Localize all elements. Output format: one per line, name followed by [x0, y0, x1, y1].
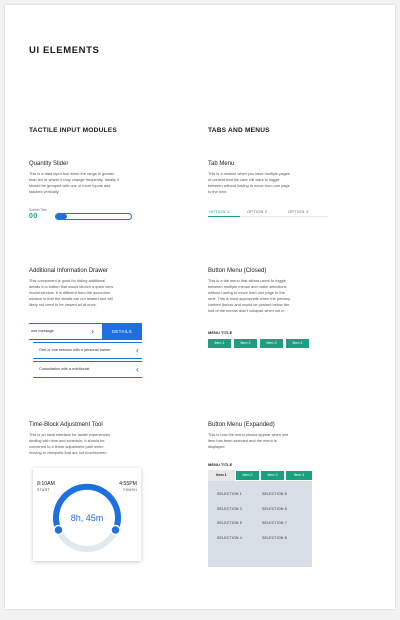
- tab-menu-description: This is a module when you have multiple pages of content that the user will want to toggle between without having to move from one page to the next.: [208, 171, 290, 195]
- menu-item-4[interactable]: Item 4: [286, 471, 312, 480]
- button-menu-expanded-title: Button Menu (Expanded): [208, 422, 275, 428]
- tabs-menus-heading: TABS AND MENUS: [208, 127, 270, 134]
- tab-option-2[interactable]: OPTION 2: [247, 209, 268, 214]
- time-block-title: Time-Block Adjustment Tool: [29, 422, 103, 428]
- menu-item-3[interactable]: Item 3: [260, 339, 283, 348]
- chevron-left-icon[interactable]: ‹: [136, 345, 139, 355]
- menu-item-1[interactable]: Item 1: [208, 470, 235, 481]
- chevron-right-icon[interactable]: ›: [91, 326, 94, 336]
- drawer-row-expanded[interactable]: [29, 323, 142, 340]
- finish-time: 4:55PM: [119, 481, 137, 487]
- start-time: 8:10AM: [37, 481, 55, 487]
- button-menu-expanded-description: This is how the menu should appear when one item has been selected and the menu is displayed.: [208, 432, 289, 450]
- selection-item[interactable]: SELECTION 4: [217, 536, 242, 540]
- selection-item[interactable]: SELECTION 6: [262, 507, 287, 511]
- menu-selection-panel: [208, 481, 312, 567]
- slider-label: Subset Title: [29, 208, 47, 212]
- page-title: UI ELEMENTS: [29, 45, 100, 56]
- quantity-slider-description: This is a data input tool when the range is greater than ten or where it may change frequently. Ideally it should be grouped with one or more inputs and stacked vertically.: [29, 171, 119, 195]
- details-button[interactable]: DETAILS: [102, 324, 142, 339]
- menu-title: MENU TITLE: [208, 462, 233, 467]
- button-menu-closed-description: This is a tab menu that allows users to toggle between multiple menus and make selections without having to move from one page to the next. This is most appropriate when the primary content (below and would be pushed below the fold of the menus didn't collapse when not in: [208, 278, 290, 314]
- menu-title: MENU TITLE: [208, 330, 233, 335]
- selection-item[interactable]: SELECTION 8: [262, 536, 287, 540]
- dial-progress: [56, 487, 118, 530]
- tab-option-1[interactable]: OPTION 1: [209, 209, 230, 214]
- menu-item-2[interactable]: Item 2: [236, 471, 259, 480]
- slider-value: 00: [29, 213, 38, 220]
- drawer-row-text: one message: [31, 329, 54, 333]
- finish-label: FINISH: [123, 488, 137, 492]
- selection-item[interactable]: SELECTION 5: [262, 492, 287, 496]
- time-block-description: This is an ideal interface for tactile experiences dealing with time and schedule. It should be converted to a linear adjustment path when moving to viewports that are not touchscreen.: [29, 432, 110, 456]
- selection-item[interactable]: SELECTION 7: [262, 521, 287, 525]
- drawer-row[interactable]: [33, 342, 142, 359]
- time-block-card: [33, 468, 141, 561]
- info-drawer-description: This component is good for hiding additional details in a button that would launch a quick view modal window. It is different from the accordion window in that the details are not related and will likely not need to be viewed all at once.: [29, 278, 114, 308]
- duration-readout: 8h, 45m: [70, 513, 104, 523]
- tab-option-3[interactable]: OPTION 3: [288, 209, 309, 214]
- slider-fill: [56, 214, 67, 219]
- tactile-heading: TACTILE INPUT MODULES: [29, 127, 117, 134]
- tab-active-underline: [208, 216, 240, 218]
- menu-item-3[interactable]: Item 3: [261, 471, 284, 480]
- menu-item-4[interactable]: Item 4: [286, 339, 309, 348]
- selection-item[interactable]: SELECTION 5: [217, 521, 242, 525]
- dial-handle-start[interactable]: [54, 526, 63, 535]
- start-label: START: [37, 488, 50, 492]
- selection-item[interactable]: SELECTION 3: [217, 507, 242, 511]
- drawer-row[interactable]: [33, 361, 142, 378]
- button-menu-expanded: [208, 470, 312, 481]
- quantity-slider[interactable]: [55, 213, 132, 220]
- drawer-row-text: One or one session with a personal trainer: [39, 348, 111, 352]
- drawer-row-text: Consultation with a nutritionist: [39, 367, 90, 371]
- ui-elements-sheet: [5, 5, 395, 609]
- quantity-slider-title: Quantity Slider: [29, 161, 69, 167]
- dial-handle-finish[interactable]: [111, 526, 120, 535]
- button-menu-closed: [208, 339, 318, 349]
- menu-item-1[interactable]: Item 1: [208, 339, 231, 348]
- menu-item-2[interactable]: Item 2: [234, 339, 257, 348]
- selection-item[interactable]: SELECTION 1: [217, 492, 242, 496]
- button-menu-closed-title: Button Menu (Closed): [208, 268, 267, 274]
- chevron-left-icon[interactable]: ‹: [136, 364, 139, 374]
- tab-menu-title: Tab Menu: [208, 161, 235, 167]
- info-drawer-title: Additional Information Drawer: [29, 268, 109, 274]
